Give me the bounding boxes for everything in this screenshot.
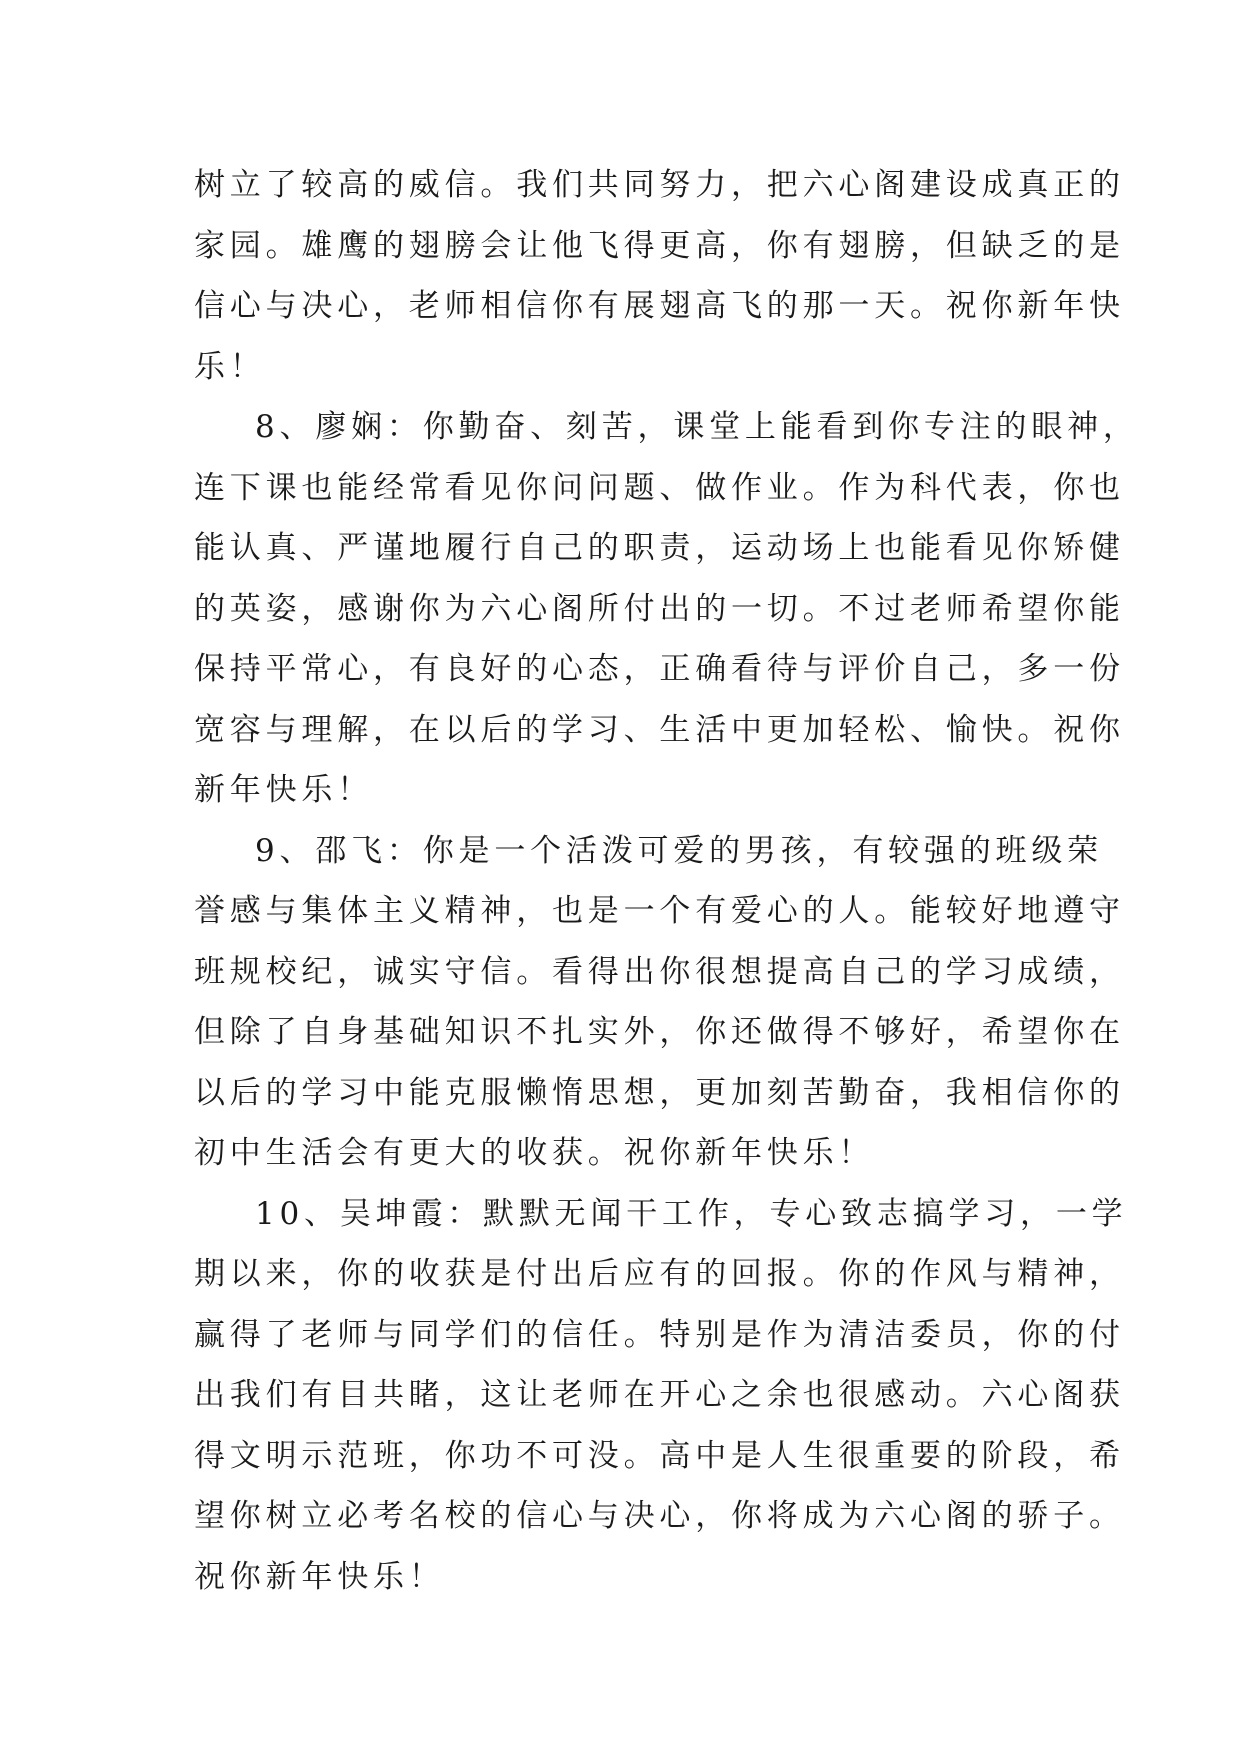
text-line: 9、邵飞：你是一个活泼可爱的男孩，有较强的班级荣 <box>255 832 1103 869</box>
text-line: 新年快乐！ <box>194 772 373 808</box>
text-line: 10、吴坤霞：默默无闻干工作，专心致志搞学习，一学 <box>255 1195 1128 1232</box>
text-line: 得文明示范班，你功不可没。高中是人生很重要的阶段，希 <box>194 1437 1125 1474</box>
text-line: 8、廖娴：你勤奋、刻苦，课堂上能看到你专注的眼神， <box>255 409 1139 445</box>
text-line: 期以来，你的收获是付出后应有的回报。你的作风与精神， <box>194 1256 1125 1292</box>
text-line: 连下课也能经常看见你问问题、做作业。作为科代表，你也 <box>194 469 1125 506</box>
paragraph-continued <box>194 155 1125 397</box>
text-line: 班规校纪，诚实守信。看得出你很想提高自己的学习成绩， <box>194 953 1125 990</box>
text-line: 初中生活会有更大的收获。祝你新年快乐！ <box>194 1135 875 1171</box>
text-line: 祝你新年快乐！ <box>194 1558 445 1595</box>
text-line: 宽容与理解，在以后的学习、生活中更加轻松、愉快。祝你 <box>194 711 1125 748</box>
paragraph-entry-10 <box>194 1184 1128 1608</box>
paragraph-entry-8 <box>194 397 1139 821</box>
text-line: 誉感与集体主义精神，也是一个有爱心的人。能较好地遵守 <box>194 893 1125 929</box>
text-line: 赢得了老师与同学们的信任。特别是作为清洁委员，你的付 <box>194 1316 1125 1353</box>
text-line: 以后的学习中能克服懒惰思想，更加刻苦勤奋，我相信你的 <box>194 1074 1125 1111</box>
text-line: 望你树立必考名校的信心与决心，你将成为六心阁的骄子。 <box>194 1498 1125 1534</box>
paragraph-entry-9 <box>194 821 1125 1184</box>
text-line: 的英姿，感谢你为六心阁所付出的一切。不过老师希望你能 <box>194 590 1125 627</box>
text-line: 信心与决心，老师相信你有展翅高飞的那一天。祝你新年快 <box>194 288 1125 324</box>
text-line: 保持平常心，有良好的心态，正确看待与评价自己，多一份 <box>194 651 1125 687</box>
text-line: 乐！ <box>194 348 266 385</box>
text-line: 树立了较高的威信。我们共同努力，把六心阁建设成真正的 <box>194 167 1125 203</box>
text-line: 但除了自身基础知识不扎实外，你还做得不够好，希望你在 <box>194 1014 1125 1050</box>
text-line: 出我们有目共睹，这让老师在开心之余也很感动。六心阁获 <box>194 1377 1125 1413</box>
document-body <box>194 155 1139 1607</box>
text-line: 能认真、严谨地履行自己的职责，运动场上也能看见你矫健 <box>194 530 1125 566</box>
text-line: 家园。雄鹰的翅膀会让他飞得更高，你有翅膀，但缺乏的是 <box>194 227 1125 264</box>
